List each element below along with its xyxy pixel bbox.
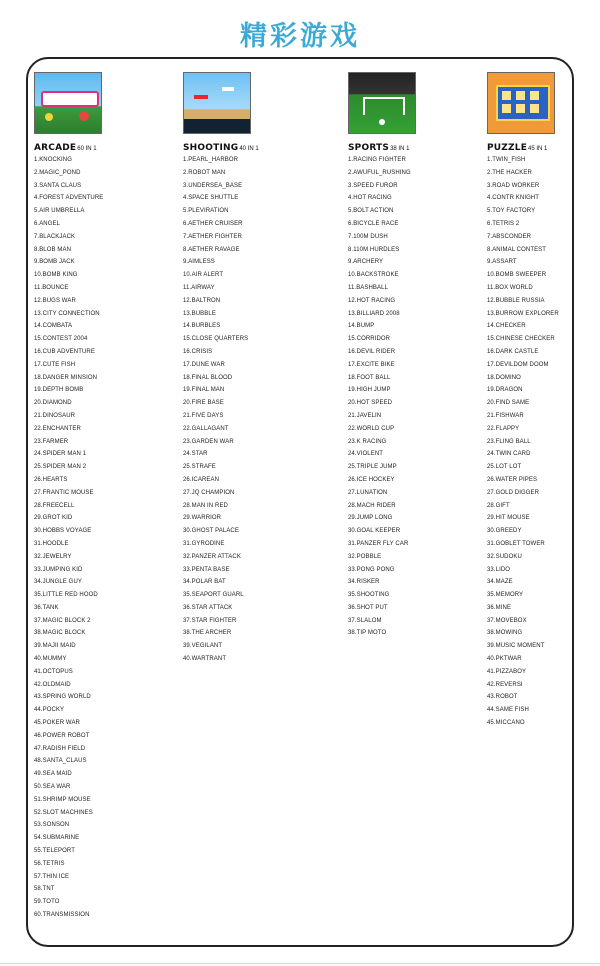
game-item: 52.SLOT MACHINES (34, 809, 93, 816)
game-item: 11.BASHBALL (348, 284, 389, 291)
game-item: 10.BOMB SWEEPER (487, 272, 547, 279)
game-item: 16.CRISIS (183, 348, 213, 355)
game-item: 26.WATER PIPES (487, 476, 538, 483)
game-item: 21.FISHWAR (487, 412, 524, 419)
game-item: 6.TETRIS 2 (487, 220, 520, 227)
shooting-game-list (183, 154, 259, 666)
game-item: 14.CHECKER (487, 323, 526, 330)
game-item: 9.ASSART (487, 259, 517, 266)
game-item: 8.AETHER RAVAGE (183, 246, 240, 253)
game-item: 6.AETHER CRUISER (183, 220, 243, 227)
game-item: 1.PEARL_HARBOR (183, 157, 239, 163)
game-item: 23.GARDEN WAR (183, 438, 234, 445)
game-item: 25.STRAFE (183, 464, 216, 471)
game-item: 24.TWIN CARD (487, 451, 531, 458)
game-item: 17.CUTE FISH (34, 361, 76, 368)
game-item: 28.GIFT (487, 502, 510, 509)
game-item: 18.FINAL BLOOD (183, 374, 233, 381)
game-item: 35.LITTLE RED HOOD (34, 592, 98, 599)
game-item: 24.STAR (183, 451, 208, 458)
game-item: 41.OCTOPUS (34, 668, 73, 675)
game-item: 12.BUBBLE RUSSIA (487, 297, 545, 304)
game-item: 53.SONSON (34, 822, 70, 829)
game-item: 31.GOBLET TOWER (487, 540, 545, 547)
game-item: 36.TANK (34, 604, 59, 611)
game-item: 29.HIT MOUSE (487, 515, 530, 522)
game-item: 14.COMBATA (34, 323, 73, 330)
sports-game-list (348, 154, 416, 640)
game-item: 24.SPIDER MAN 1 (34, 451, 87, 458)
game-item: 1.TWIN_FISH (487, 157, 526, 163)
game-item: 34.POLAR BAT (183, 579, 226, 586)
game-item: 27.JQ CHAMPION (183, 489, 235, 496)
game-item: 57.THIN ICE (34, 873, 70, 880)
game-item: 12.HOT RACING (348, 297, 396, 304)
game-item: 27.LUNATION (348, 489, 388, 496)
game-item: 21.DINOSAUR (34, 412, 76, 419)
game-item: 22.ENCHANTER (34, 425, 81, 432)
game-item: 28.MAN IN RED (183, 502, 228, 509)
game-item: 4.FOREST ADVENTURE (34, 195, 104, 202)
game-item: 31.PANZER FLY CAR (348, 540, 409, 547)
game-item: 32.POBBLE (348, 553, 382, 560)
game-item: 20.FIND SAME (487, 400, 530, 407)
game-item: 20.HOT SPEED (348, 400, 393, 407)
game-item: 8.ANIMAL CONTEST (487, 246, 547, 253)
game-item: 49.SEA MAID (34, 771, 72, 778)
game-item: 21.JAVELIN (348, 412, 382, 419)
game-item: 15.CLOSE QUARTERS (183, 336, 249, 343)
game-item: 35.SEAPORT GUARL (183, 592, 244, 599)
game-item: 23.FARMER (34, 438, 69, 445)
game-item: 45.POKER WAR (34, 720, 80, 727)
game-item: 30.GHOST PALACE (183, 528, 239, 535)
category-name: SPORTS (348, 143, 390, 153)
category-name: SHOOTING (183, 143, 239, 153)
game-item: 23.K RACING (348, 438, 387, 445)
game-item: 13.CITY CONNECTION (34, 310, 100, 317)
game-item: 3.SANTA CLAUS (34, 182, 82, 189)
game-item: 9.BOMB JACK (34, 259, 75, 266)
game-item: 56.TETRIS (34, 860, 65, 867)
game-item: 9.ARCHERY (348, 259, 384, 266)
game-item: 25.LOT LOT (487, 464, 522, 471)
puzzle-header (487, 139, 559, 152)
game-item: 22.GALLAGANT (183, 425, 229, 432)
game-item: 25.TRIPLE JUMP (348, 464, 397, 471)
game-item: 19.DEPTH BOMB (34, 387, 84, 394)
game-item: 10.AIR ALERT (183, 272, 224, 279)
game-item: 37.MOVEBOX (487, 617, 527, 624)
game-item: 45.MICCANO (487, 720, 525, 727)
game-item: 3.UNDERSEA_BASE (183, 182, 243, 189)
game-item: 22.FLAPPY (487, 425, 520, 432)
game-item: 38.THE ARCHER (183, 630, 232, 637)
shooting-header (183, 139, 259, 152)
game-item: 11.AIRWAY (183, 284, 215, 291)
game-item: 18.DANGER MINSION (34, 374, 98, 381)
game-item: 2.MAGIC_POND (34, 169, 81, 176)
game-item: 7.AETHER FIGHTER (183, 233, 242, 240)
game-item: 12.BUGS WAR (34, 297, 76, 304)
game-item: 37.SLALOM (348, 617, 382, 624)
game-item: 30.GREEDY (487, 528, 522, 535)
game-item: 40.PKTWAR (487, 656, 522, 663)
game-item: 35.SHOOTING (348, 592, 390, 599)
arcade-column (34, 72, 103, 922)
game-item: 19.FINAL MAN (183, 387, 225, 394)
sports-column (348, 72, 416, 640)
game-item: 43.SPRING WORLD (34, 694, 91, 701)
bottom-divider (0, 963, 600, 964)
game-item: 24.VIOLENT (348, 451, 384, 458)
game-item: 14.BURBLES (183, 323, 221, 330)
game-item: 18.FOOT BALL (348, 374, 391, 381)
game-item: 37.MAGIC BLOCK 2 (34, 617, 91, 624)
game-item: 5.PLEVIRATION (183, 208, 229, 215)
game-item: 2.THE HACKER (487, 169, 532, 176)
game-item: 37.STAR FIGHTER (183, 617, 237, 624)
game-item: 43.ROBOT (487, 694, 518, 701)
game-item: 31.GYRODINE (183, 540, 225, 547)
shooting-thumbnail (183, 72, 251, 134)
game-item: 11.BOX WORLD (487, 284, 533, 291)
game-item: 35.MEMORY (487, 592, 524, 599)
game-item: 15.CORRIDOR (348, 336, 391, 343)
game-item: 60.TRANSMISSION (34, 912, 90, 919)
game-item: 19.DRAGON (487, 387, 523, 394)
game-item: 30.GOAL KEEPER (348, 528, 401, 535)
game-item: 17.DUNE WAR (183, 361, 225, 368)
game-item: 51.SHRIMP MOUSE (34, 796, 91, 803)
game-item: 3.SPEED FUROR (348, 182, 398, 189)
game-item: 13.BILLIARD 2008 (348, 310, 400, 317)
game-item: 8.110M HURDLES (348, 246, 400, 253)
game-item: 26.ICAREAN (183, 476, 220, 483)
game-item: 4.CONTR KNIGHT (487, 195, 540, 202)
game-item: 39.VEGILANT (183, 643, 223, 650)
game-item: 36.STAR ATTACK (183, 604, 233, 611)
game-item: 15.CONTEST 2004 (34, 336, 88, 343)
game-item: 59.TOTO (34, 899, 60, 906)
game-item: 6.ANGEL (34, 220, 61, 227)
game-item: 5.TOY FACTORY (487, 208, 536, 215)
game-item: 32.JEWELRY (34, 553, 72, 560)
game-item: 20.DIAMOND (34, 400, 72, 407)
game-item: 12.BALTRON (183, 297, 221, 304)
game-item: 8.BLOB MAN (34, 246, 72, 253)
game-item: 32.SUDOKU (487, 553, 522, 560)
game-item: 17.EXCITE BIKE (348, 361, 395, 368)
arcade-game-list (34, 154, 103, 922)
game-item: 30.HOBBS VOYAGE (34, 528, 92, 535)
game-item: 13.BUBBLE (183, 310, 216, 317)
game-item: 40.WARTRANT (183, 656, 227, 663)
game-item: 15.CHINESE CHECKER (487, 336, 555, 343)
arcade-thumbnail (34, 72, 102, 134)
game-item: 29.WARRIOR (183, 515, 222, 522)
game-item: 34.RISKER (348, 579, 380, 586)
game-item: 17.DEVILDOM DOOM (487, 361, 549, 368)
category-count: 40 IN 1 (239, 146, 259, 152)
game-item: 4.HOT RACING (348, 195, 392, 202)
game-item: 23.FLING BALL (487, 438, 531, 445)
game-item: 29.GROT KID (34, 515, 73, 522)
game-item: 50.SEA WAR (34, 784, 71, 791)
game-item: 10.BACKSTROKE (348, 272, 399, 279)
game-item: 39.MAJII MAID (34, 643, 76, 650)
game-item: 58.TNT (34, 886, 55, 893)
category-count: 45 IN 1 (528, 146, 548, 152)
game-item: 33.PONG PONG (348, 566, 395, 573)
category-count: 38 IN 1 (390, 146, 410, 152)
category-count: 60 IN 1 (77, 146, 97, 152)
game-item: 38.TIP MOTO (348, 630, 387, 637)
game-item: 31.HOODLE (34, 540, 69, 547)
game-item: 4.SPACE SHUTTLE (183, 195, 239, 202)
game-item: 19.HIGH JUMP (348, 387, 391, 394)
game-item: 18.DOMINO (487, 374, 521, 381)
game-item: 3.ROAD WORKER (487, 182, 540, 189)
game-item: 55.TELEPORT (34, 848, 76, 855)
game-item: 44.POCKY (34, 707, 65, 714)
puzzle-column (487, 72, 559, 730)
game-item: 2.ROBOT MAN (183, 169, 226, 176)
game-item: 29.JUMP LONG (348, 515, 393, 522)
sports-header (348, 139, 416, 152)
game-item: 11.BOUNCE (34, 284, 69, 291)
game-item: 39.MUSIC MOMENT (487, 643, 545, 650)
game-item: 41.PIZZABOY (487, 668, 527, 675)
game-item: 16.DARK CASTLE (487, 348, 539, 355)
game-item: 36.MINE (487, 604, 512, 611)
game-item: 27.FRANTIC MOUSE (34, 489, 94, 496)
game-item: 40.MUMMY (34, 656, 67, 663)
game-item: 34.MAZE (487, 579, 513, 586)
game-item: 13.BURROW EXPLORER (487, 310, 559, 317)
game-item: 9.AIMLESS (183, 259, 215, 266)
game-item: 26.HEARTS (34, 476, 68, 483)
game-item: 22.WORLD CUP (348, 425, 395, 432)
arcade-header (34, 139, 103, 152)
game-item: 16.DEVIL RIDER (348, 348, 396, 355)
game-item: 16.CUB ADVENTURE (34, 348, 95, 355)
game-item: 36.SHOT PUT (348, 604, 388, 611)
category-name: PUZZLE (487, 143, 528, 153)
game-item: 1.RACING FIGHTER (348, 157, 406, 163)
game-item: 5.BOLT ACTION (348, 208, 394, 215)
game-item: 32.PANZER ATTACK (183, 553, 241, 560)
game-item: 44.SAME FISH (487, 707, 529, 714)
shooting-column (183, 72, 259, 666)
game-item: 28.MACH RIDER (348, 502, 396, 509)
game-item: 28.FREECELL (34, 502, 75, 509)
game-item: 46.POWER ROBOT (34, 732, 90, 739)
game-item: 25.SPIDER MAN 2 (34, 464, 87, 471)
game-item: 54.SUBMARINE (34, 835, 80, 842)
game-item: 20.FIRE BASE (183, 400, 224, 407)
game-item: 33.LIDO (487, 566, 511, 573)
page-title: 精彩游戏 (240, 21, 360, 52)
category-name: ARCADE (34, 143, 77, 153)
game-item: 34.JUNGLE GUY (34, 579, 82, 586)
puzzle-game-list (487, 154, 559, 730)
game-item: 21.FIVE DAYS (183, 412, 224, 419)
game-item: 10.BOMB KING (34, 272, 78, 279)
game-item: 33.PENTA BASE (183, 566, 230, 573)
game-item: 33.JUMPING KID (34, 566, 83, 573)
game-item: 6.BICYCLE RACE (348, 220, 399, 227)
puzzle-thumbnail (487, 72, 555, 134)
game-item: 42.OLDMAID (34, 681, 71, 688)
game-item: 26.ICE HOCKEY (348, 476, 395, 483)
game-item: 48.SANTA_CLAUS (34, 758, 87, 765)
game-item: 27.GOLD DIGGER (487, 489, 540, 496)
game-item: 38.MAGIC BLOCK (34, 630, 86, 637)
game-item: 42.REVERSI (487, 681, 523, 688)
game-item: 1.KNOCKING (34, 157, 73, 163)
game-item: 5.AIR UMBRELLA (34, 208, 85, 215)
game-item: 7.BLACKJACK (34, 233, 76, 240)
game-item: 7.100M DUSH (348, 233, 388, 240)
game-item: 2.AWUFUL_RUSHING (348, 169, 411, 176)
game-item: 7.ABSCONDER (487, 233, 532, 240)
game-item: 38.MOWING (487, 630, 523, 637)
sports-thumbnail (348, 72, 416, 134)
game-item: 47.RADISH FIELD (34, 745, 86, 752)
game-item: 14.BUMP (348, 323, 375, 330)
